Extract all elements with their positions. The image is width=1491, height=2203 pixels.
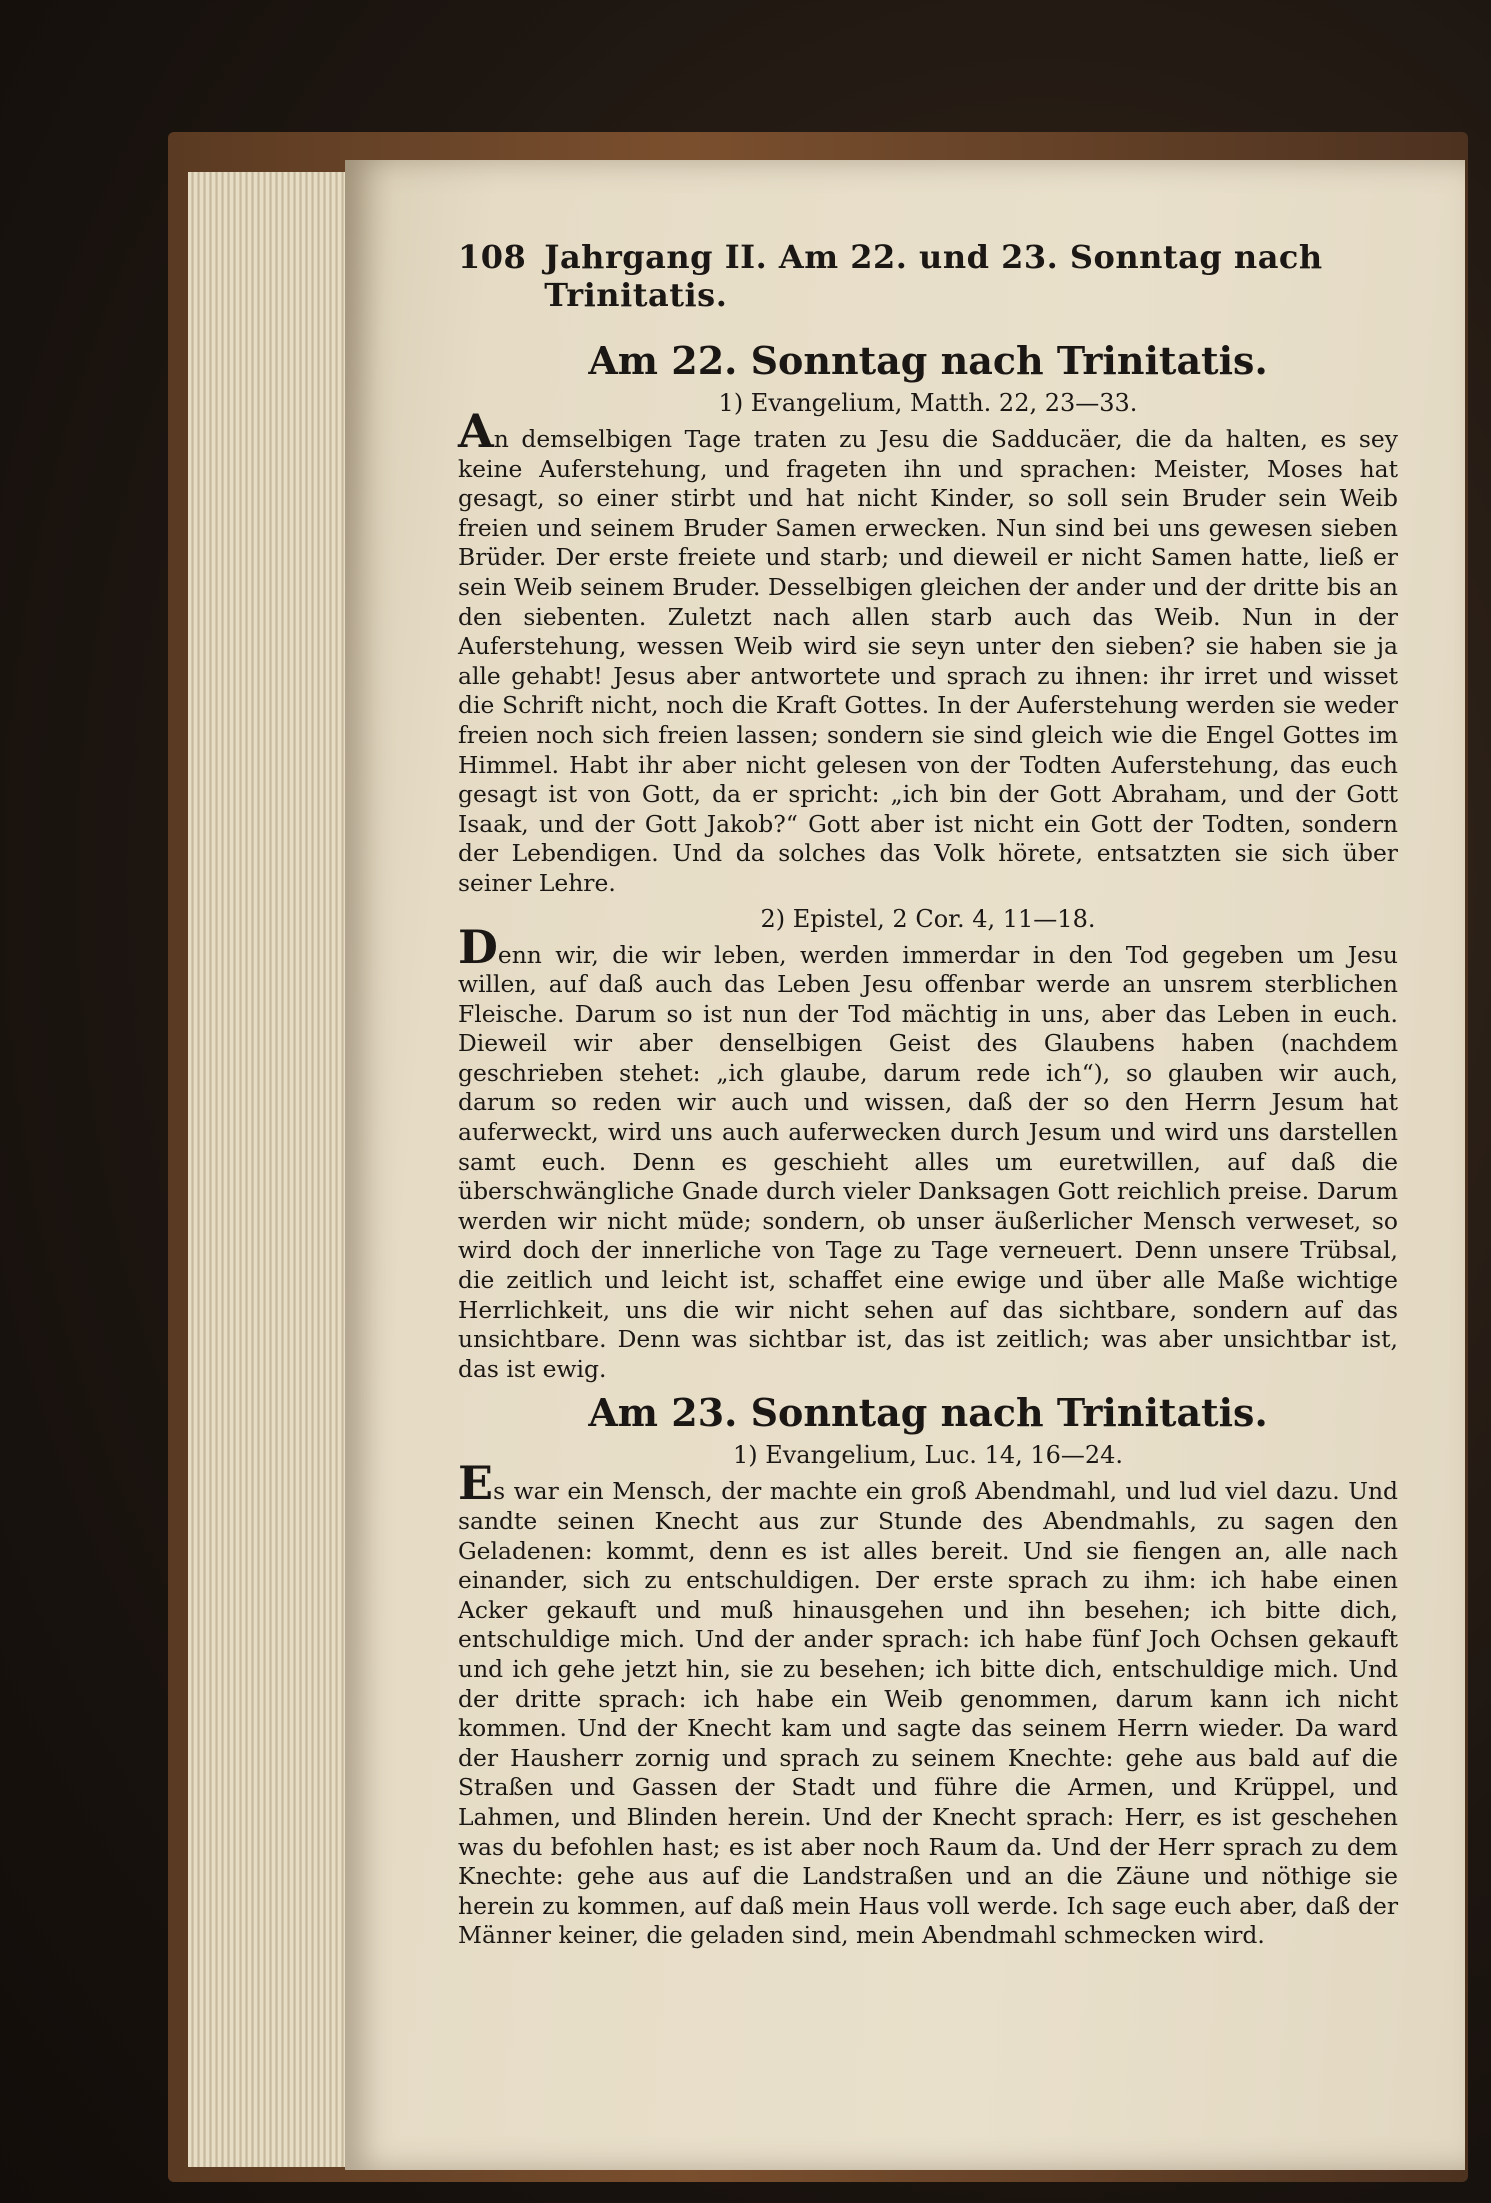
reading-text-gospel-22: An demselbigen Tage traten zu Jesu die Sadducäer, die da halten, es sey keine Auferstehung, und frageten ihn und sprachen: Meister, Moses hat gesagt, so einer stirbt und hat nicht Kinder, so soll sein Bruder sein Weib freien und seinem Bruder Samen erwecken. Nun sind bei uns gewesen sieben Brüder. Der erste freiete und starb; und dieweil er nicht Samen hatte, ließ er sein Weib seinem Bruder. Desselbigen gleichen der ander und der dritte bis an den siebenten. Zuletzt nach allen starb auch das Weib. Nun in der Auferstehung, wessen Weib wird sie seyn unter den sieben? sie haben sie ja alle gehabt! Jesus aber antwortete und sprach zu ihnen: ihr irret und wisset die Schrift nicht, noch die Kraft Gottes. In der Auferstehung werden sie weder freien noch sich freien lassen; sondern sie sind gleich wie die Engel Gottes im Himmel. Habt ihr aber nicht gelesen von der Todten Auferstehung, das euch gesagt ist von Gott, da er spricht: „ich bin der Gott Abraham, und der Gott Isaak, und der Gott Jakob?“ Gott aber ist nicht ein Gott der Todten, sondern der Lebendigen. Und da solches das Volk hörete, entsatzten sie sich über seiner Lehre. [458, 404, 1398, 897]
reading-text-gospel-23: Es war ein Mensch, der machte ein groß Abendmahl, und lud viel dazu. Und sandte seinen Knecht aus zur Stunde des Abendmahls, zu sagen den Geladenen: kommt, denn es ist alles bereit. Und sie fiengen an, alle nach einander, sich zu entschuldigen. Der erste sprach zu ihm: ich habe einen Acker gekauft und muß hinausgehen und ihn besehen; ich bitte dich, entschuldige mich. Und der ander sprach: ich habe fünf Joch Ochsen gekauft und ich gehe jetzt hin, sie zu besehen; ich bitte dich, entschuldige mich. Und der dritte sprach: ich habe ein Weib genommen, darum kann ich nicht kommen. Und der Knecht kam und sagte das seinem Herrn wieder. Da ward der Hausherr zornig und sprach zu seinem Knechte: gehe aus bald auf die Straßen und Gassen der Stadt und führe die Armen, und Krüppel, und Lahmen, und Blinden herein. Und der Knecht sprach: Herr, es ist geschehen was du befohlen hast; es ist aber noch Raum da. Und der Herr sprach zu dem Knechte: gehe aus auf die Landstraßen und an die Zäune und nöthige sie herein zu kommen, auf daß mein Haus voll werde. Ich sage euch aber, daß der Männer keiner, die geladen sind, mein Abendmahl schmecken wird. [458, 1456, 1398, 1950]
drop-initial: E [458, 1456, 494, 1511]
drop-initial: A [458, 404, 494, 458]
reading-heading-gospel-22: 1) Evangelium, Matth. 22, 23—33. [718, 389, 1138, 417]
page-edges [188, 172, 363, 2167]
reading-text-epistle-22: Denn wir, die wir leben, werden immerdar in den Tod gegeben um Jesu willen, auf daß auch das Leben Jesu offenbar werde an unsrem sterblichen Fleische. Darum so ist nun der Tod mächtig in uns, aber das Leben in euch. Dieweil wir aber denselbigen Geist des Glaubens haben (nachdem geschrieben stehet: „ich glaube, darum rede ich“), so glauben wir auch, darum so reden wir auch und wissen, daß der so den Herrn Jesum hat auferweckt, wird uns auch auferwecken durch Jesum und wird uns darstellen samt euch. Denn es geschieht alles um euretwillen, auf daß die überschwängliche Gnade durch vieler Danksagen Gott reichlich preise. Darum werden wir nicht müde; sondern, ob unser äußerlicher Mensch verweset, so wird doch der innerliche von Tage zu Tage verneuert. Denn unsere Trübsal, die zeitlich und leicht ist, schaffet eine ewige und über alle Maße wichtige Herrlichkeit, uns die wir nicht sehen auf das sichtbare, sondern auf das unsichtbare. Denn was sichtbar ist, das ist zeitlich; was aber unsichtbar ist, das ist ewig. [458, 919, 1398, 1383]
reading-heading-gospel-23: 1) Evangelium, Luc. 14, 16—24. [732, 1441, 1124, 1470]
reading-heading-epistle-22: 2) Epistel, 2 Cor. 4, 11—18. [760, 904, 1096, 933]
running-title: Jahrgang II. Am 22. und 23. Sonntag nach Trinitatis. [544, 238, 1323, 314]
page-content [458, 238, 1398, 1957]
section-title-23: Am 23. Sonntag nach Trinitatis. [588, 1390, 1268, 1436]
drop-initial: D [458, 919, 498, 974]
page-number: 108 [458, 238, 527, 276]
section-title-22: Am 22. Sonntag nach Trinitatis. [588, 338, 1268, 383]
running-head [458, 238, 1398, 314]
